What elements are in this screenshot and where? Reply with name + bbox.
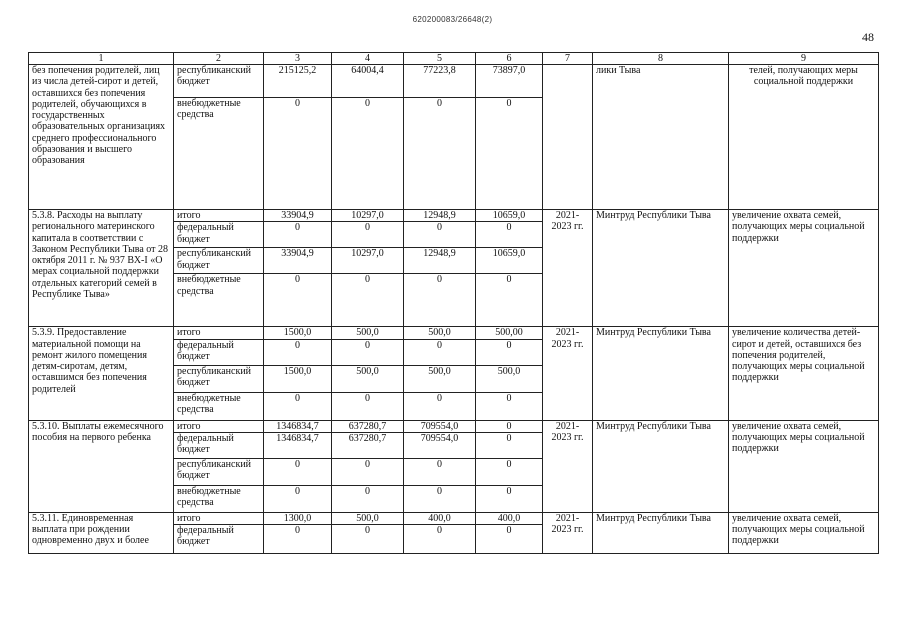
year-2021-cell: 0 — [332, 222, 404, 248]
year-2022-cell: 77223,8 — [404, 65, 476, 98]
executor-cell: лики Тыва — [593, 65, 729, 210]
funding-source-cell: республиканский бюджет — [174, 65, 264, 98]
column-number-row — [29, 53, 879, 65]
year-2022-cell: 0 — [404, 339, 476, 365]
year-2022-cell: 12948,9 — [404, 248, 476, 274]
total-cell: 1346834,7 — [264, 432, 332, 458]
year-2022-cell: 0 — [404, 458, 476, 485]
funding-source-cell: итого — [174, 210, 264, 222]
column-number: 7 — [543, 53, 593, 65]
total-cell: 0 — [264, 485, 332, 512]
year-2023-cell: 0 — [476, 98, 543, 210]
funding-source-cell: федеральный бюджет — [174, 222, 264, 248]
period-cell: 2021-2023 гг. — [543, 210, 593, 327]
funding-source-cell: республиканский бюджет — [174, 365, 264, 392]
total-cell: 215125,2 — [264, 65, 332, 98]
total-cell: 33904,9 — [264, 248, 332, 274]
year-2022-cell: 709554,0 — [404, 432, 476, 458]
funding-source-cell: внебюджетные средства — [174, 392, 264, 420]
year-2021-cell: 0 — [332, 274, 404, 327]
result-cell: увеличение охвата семей, получающих меры социальной поддержки — [729, 512, 879, 553]
year-2021-cell: 500,0 — [332, 327, 404, 339]
year-2023-cell: 400,0 — [476, 512, 543, 524]
year-2023-cell: 10659,0 — [476, 210, 543, 222]
result-cell: увеличение охвата семей, получающих меры социальной поддержки — [729, 420, 879, 512]
column-number: 6 — [476, 53, 543, 65]
total-cell: 1346834,7 — [264, 420, 332, 432]
executor-cell: Минтруд Республики Тыва — [593, 327, 729, 420]
funding-source-cell: федеральный бюджет — [174, 432, 264, 458]
column-number: 1 — [29, 53, 174, 65]
year-2021-cell: 10297,0 — [332, 248, 404, 274]
year-2023-cell: 0 — [476, 420, 543, 432]
funding-source-cell: итого — [174, 420, 264, 432]
result-cell: увеличение охвата семей, получающих меры социальной поддержки — [729, 210, 879, 327]
year-2021-cell: 0 — [332, 339, 404, 365]
year-2023-cell: 10659,0 — [476, 248, 543, 274]
funding-source-cell: республиканский бюджет — [174, 458, 264, 485]
measure-name-cell: 5.3.9. Предоставление материальной помощи на ремонт жилого помещения детям-сиротам, детям, оставшимся без попечения родителей — [29, 327, 174, 420]
year-2021-cell: 0 — [332, 392, 404, 420]
year-2023-cell: 0 — [476, 458, 543, 485]
total-cell: 33904,9 — [264, 210, 332, 222]
year-2022-cell: 0 — [404, 98, 476, 210]
measure-name-cell: 5.3.10. Выплаты ежемесячного пособия на первого ребенка — [29, 420, 174, 512]
executor-cell: Минтруд Республики Тыва — [593, 210, 729, 327]
funding-source-cell: внебюджетные средства — [174, 98, 264, 210]
document-id: 620200083/26648(2) — [412, 15, 493, 24]
year-2022-cell: 0 — [404, 525, 476, 554]
year-2022-cell: 500,0 — [404, 327, 476, 339]
period-cell: 2021-2023 гг. — [543, 420, 593, 512]
year-2023-cell: 0 — [476, 432, 543, 458]
table-row — [29, 210, 879, 222]
period-cell: 2021-2023 гг. — [543, 512, 593, 553]
column-number: 5 — [404, 53, 476, 65]
column-number: 2 — [174, 53, 264, 65]
year-2021-cell: 0 — [332, 485, 404, 512]
year-2023-cell: 0 — [476, 392, 543, 420]
table-row — [29, 512, 879, 524]
year-2021-cell: 10297,0 — [332, 210, 404, 222]
executor-cell: Минтруд Республики Тыва — [593, 512, 729, 553]
year-2023-cell: 0 — [476, 485, 543, 512]
year-2022-cell: 500,0 — [404, 365, 476, 392]
program-table — [28, 52, 879, 554]
total-cell: 1500,0 — [264, 327, 332, 339]
year-2022-cell: 0 — [404, 222, 476, 248]
page-number: 48 — [862, 30, 874, 44]
year-2021-cell: 637280,7 — [332, 432, 404, 458]
funding-source-cell: внебюджетные средства — [174, 274, 264, 327]
total-cell: 1500,0 — [264, 365, 332, 392]
funding-source-cell: республиканский бюджет — [174, 248, 264, 274]
year-2023-cell: 0 — [476, 525, 543, 554]
funding-source-cell: внебюджетные средства — [174, 485, 264, 512]
year-2021-cell: 500,0 — [332, 365, 404, 392]
total-cell: 0 — [264, 339, 332, 365]
year-2021-cell: 64004,4 — [332, 65, 404, 98]
column-number: 4 — [332, 53, 404, 65]
total-cell: 0 — [264, 274, 332, 327]
year-2021-cell: 637280,7 — [332, 420, 404, 432]
year-2021-cell: 500,0 — [332, 512, 404, 524]
total-cell: 0 — [264, 458, 332, 485]
total-cell: 1300,0 — [264, 512, 332, 524]
year-2022-cell: 709554,0 — [404, 420, 476, 432]
year-2021-cell: 0 — [332, 458, 404, 485]
year-2021-cell: 0 — [332, 525, 404, 554]
year-2022-cell: 400,0 — [404, 512, 476, 524]
year-2022-cell: 0 — [404, 392, 476, 420]
total-cell: 0 — [264, 98, 332, 210]
column-number: 3 — [264, 53, 332, 65]
measure-name-cell: 5.3.11. Единовременная выплата при рождении одновременно двух и более — [29, 512, 174, 553]
year-2022-cell: 0 — [404, 485, 476, 512]
result-cell: телей, получающих меры социальной поддержки — [729, 65, 879, 210]
year-2023-cell: 73897,0 — [476, 65, 543, 98]
column-number: 9 — [729, 53, 879, 65]
year-2023-cell: 500,00 — [476, 327, 543, 339]
year-2021-cell: 0 — [332, 98, 404, 210]
result-cell: увеличение количества детей-сирот и детей, оставшихся без попечения родителей, получающих меры социальной поддержки — [729, 327, 879, 420]
executor-cell: Минтруд Республики Тыва — [593, 420, 729, 512]
table-row — [29, 327, 879, 339]
year-2022-cell: 0 — [404, 274, 476, 327]
table-row — [29, 65, 879, 98]
year-2023-cell: 0 — [476, 274, 543, 327]
measure-name-cell: 5.3.8. Расходы на выплату регионального материнского капитала в соответствии с Законом Республики Тыва от 28 октября 2011 г. № 937 ВХ-I «О мерах социальной поддержки отдельных категорий семей в Республике Тыва» — [29, 210, 174, 327]
year-2023-cell: 0 — [476, 222, 543, 248]
total-cell: 0 — [264, 222, 332, 248]
funding-source-cell: федеральный бюджет — [174, 339, 264, 365]
year-2023-cell: 0 — [476, 339, 543, 365]
year-2023-cell: 500,0 — [476, 365, 543, 392]
funding-source-cell: итого — [174, 327, 264, 339]
total-cell: 0 — [264, 392, 332, 420]
funding-source-cell: итого — [174, 512, 264, 524]
measure-name-cell: без попечения родителей, лиц из числа детей-сирот и детей, оставшихся без попечения родителей, обучающихся в государственных образовательных организациях среднего профессионального образования и высшего образования — [29, 65, 174, 210]
period-cell: 2021-2023 гг. — [543, 327, 593, 420]
period-cell — [543, 65, 593, 210]
funding-source-cell: федеральный бюджет — [174, 525, 264, 554]
year-2022-cell: 12948,9 — [404, 210, 476, 222]
total-cell: 0 — [264, 525, 332, 554]
table-row — [29, 420, 879, 432]
column-number: 8 — [593, 53, 729, 65]
